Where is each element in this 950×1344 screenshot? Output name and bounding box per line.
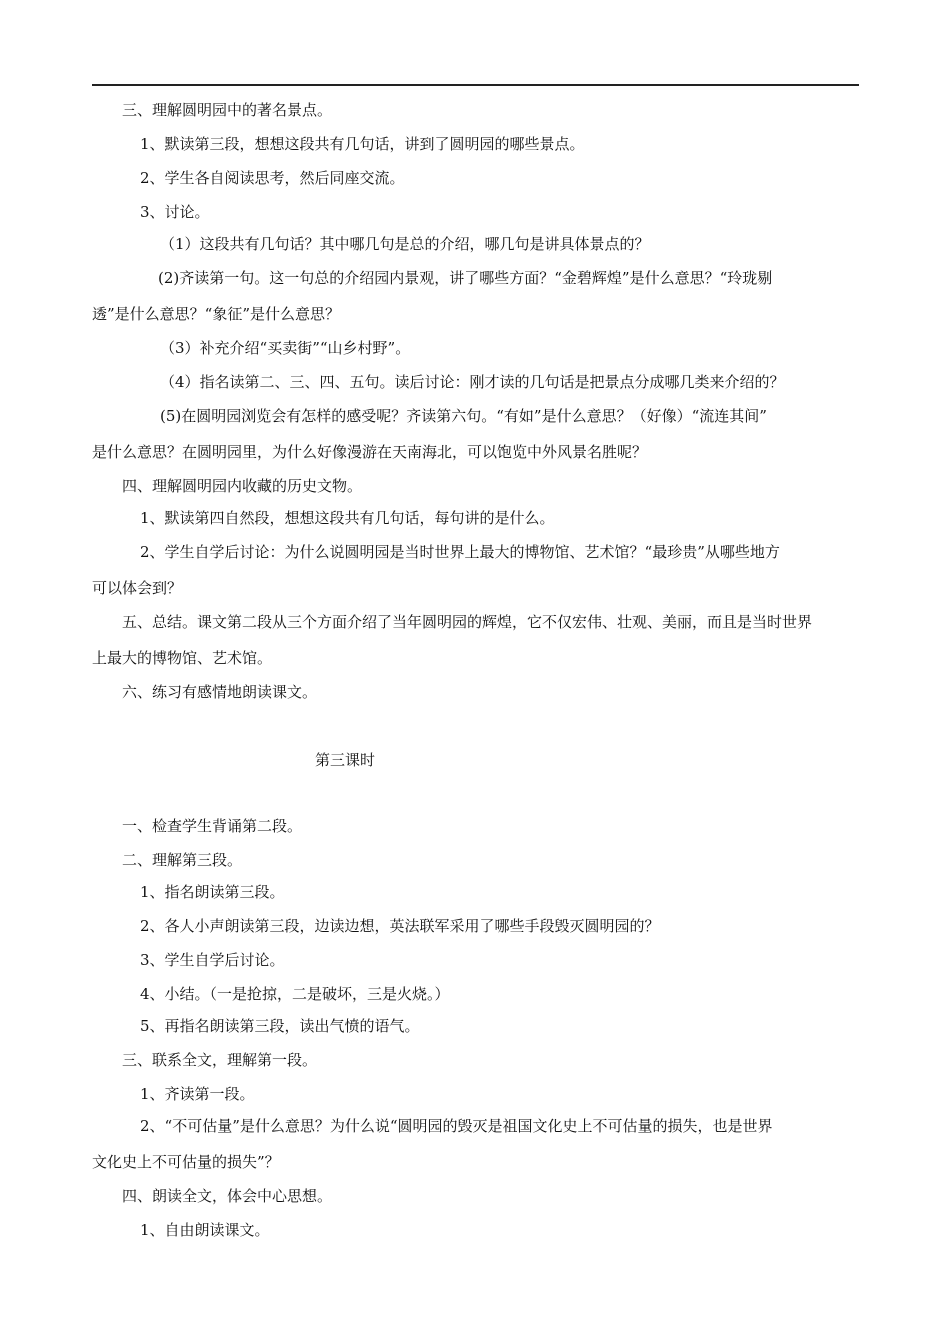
- text-line: 1、自由朗读课文。: [140, 1221, 270, 1239]
- heading-section-3: 三、理解圆明园中的著名景点。: [122, 101, 333, 119]
- text-line: 5、再指名朗读第三段，读出气愤的语气。: [140, 1017, 420, 1035]
- text-line: 4、小结。（一是抢掠，二是破坏，三是火烧。）: [140, 985, 450, 1003]
- text-line: 1、指名朗读第三段。: [140, 883, 285, 901]
- text-line: (2)齐读第一句。这一句总的介绍园内景观，讲了哪些方面？“金碧辉煌”是什么意思？“玲珑剔: [158, 269, 773, 287]
- heading-section-5: 五、总结。课文第二段从三个方面介绍了当年圆明园的辉煌，它不仅宏伟、壮观、美丽，而且是当时世界: [122, 613, 813, 631]
- header-rule: [92, 84, 859, 86]
- text-line: （1）这段共有几句话？其中哪几句是总的介绍，哪几句是讲具体景点的？: [160, 235, 650, 253]
- heading-section-3b: 三、联系全文，理解第一段。: [122, 1051, 318, 1069]
- text-line: 上最大的博物馆、艺术馆。: [92, 649, 273, 667]
- text-line: 3、讨论。: [140, 203, 210, 221]
- text-line: 是什么意思？在圆明园里，为什么好像漫游在天南海北，可以饱览中外风景名胜呢？: [92, 443, 648, 461]
- text-line: 可以体会到？: [92, 579, 183, 597]
- text-line: 2、学生自学后讨论：为什么说圆明园是当时世界上最大的博物馆、艺术馆？“最珍贵”从哪些地方: [140, 543, 780, 561]
- heading-section-4: 四、理解圆明园内收藏的历史文物。: [122, 477, 363, 495]
- text-line: 1、默读第三段，想想这段共有几句话，讲到了圆明园的哪些景点。: [140, 135, 585, 153]
- text-line: 3、学生自学后讨论。: [140, 951, 285, 969]
- text-line: 1、齐读第一段。: [140, 1085, 255, 1103]
- heading-section-1: 一、检查学生背诵第二段。: [122, 817, 303, 835]
- text-line: 2、学生各自阅读思考，然后同座交流。: [140, 169, 405, 187]
- text-line: 透”是什么意思？“象征”是什么意思？: [92, 305, 341, 323]
- text-line: 1、默读第四自然段，想想这段共有几句话，每句讲的是什么。: [140, 509, 555, 527]
- text-line: (5)在圆明园浏览会有怎样的感受呢？齐读第六句。“有如”是什么意思？（好像）“流连其间”: [160, 407, 767, 425]
- heading-section-2: 二、理解第三段。: [122, 851, 243, 869]
- text-line: 文化史上不可估量的损失”？: [92, 1153, 280, 1171]
- text-line: 2、“不可估量”是什么意思？为什么说“圆明园的毁灭是祖国文化史上不可估量的损失，也是世界: [140, 1117, 773, 1135]
- heading-section-6: 六、练习有感情地朗读课文。: [122, 683, 318, 701]
- heading-section-4b: 四、朗读全文，体会中心思想。: [122, 1187, 333, 1205]
- text-line: （3）补充介绍“买卖街”“山乡村野”。: [160, 339, 411, 357]
- lesson-title: 第三课时: [315, 751, 376, 769]
- text-line: 2、各人小声朗读第三段，边读边想，英法联军采用了哪些手段毁灭圆明园的？: [140, 917, 660, 935]
- text-line: （4）指名读第二、三、四、五句。读后讨论：刚才读的几句话是把景点分成哪几类来介绍的？: [160, 373, 785, 391]
